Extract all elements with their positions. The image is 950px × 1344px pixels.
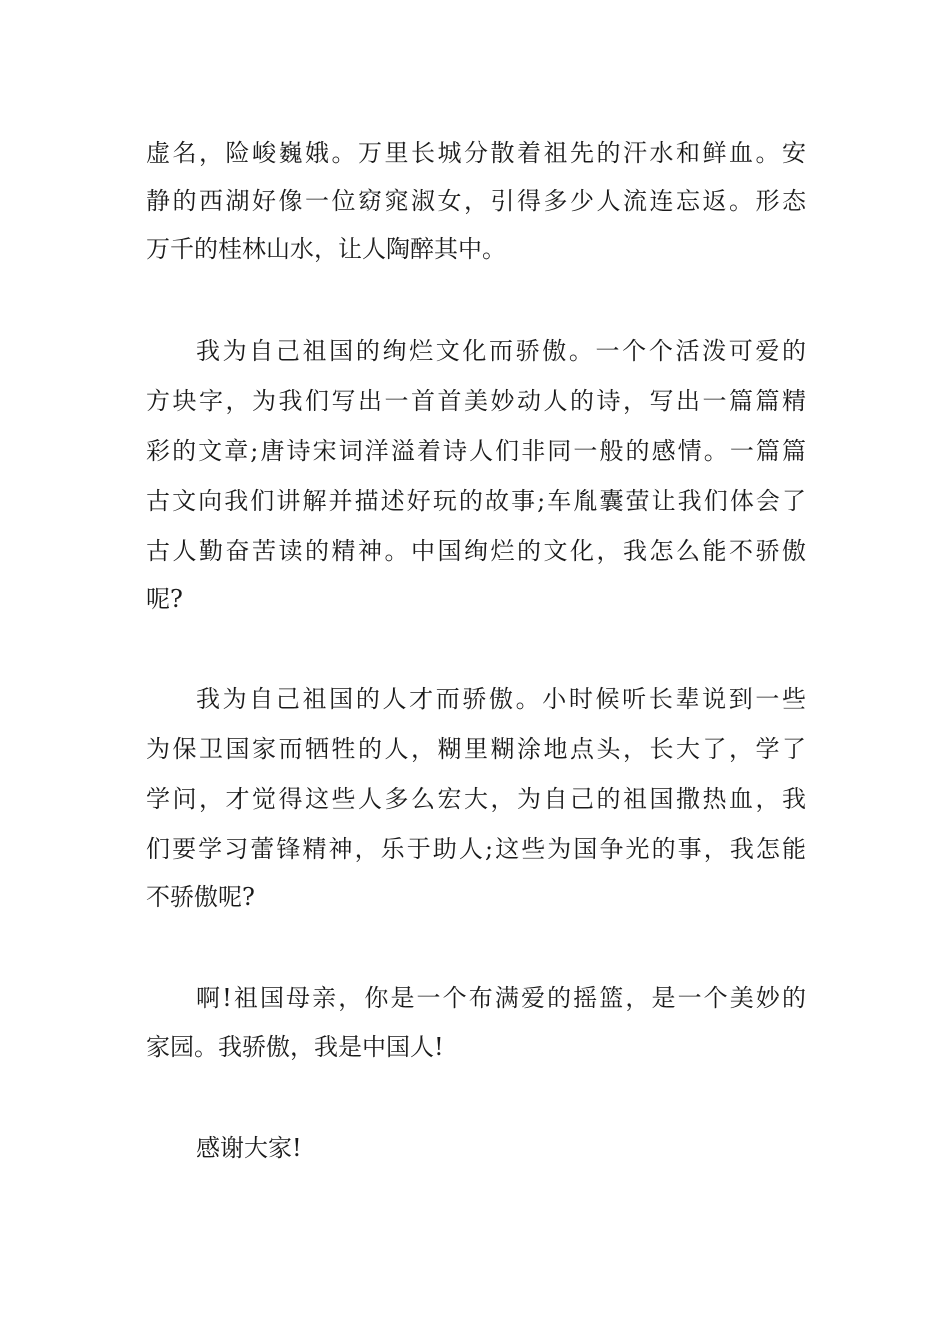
text-line: 静的西湖好像一位窈窕淑女，引得多少人流连忘返。形态 [146, 187, 806, 215]
text-line: 啊!祖国母亲，你是一个布满爱的摇篮，是一个美妙的 [196, 984, 806, 1012]
text-line: 古人勤奋苦读的精神。中国绚烂的文化，我怎么能不骄傲 [146, 537, 806, 565]
text-line: 我为自己祖国的绚烂文化而骄傲。一个个活泼可爱的 [196, 337, 806, 365]
text-line: 彩的文章;唐诗宋词洋溢着诗人们非同一般的感情。一篇篇 [146, 437, 806, 465]
text-line: 家园。我骄傲，我是中国人! [146, 1033, 444, 1061]
text-line: 们要学习蕾锋精神，乐于助人;这些为国争光的事，我怎能 [146, 835, 806, 863]
text-line: 我为自己祖国的人才而骄傲。小时候听长辈说到一些 [196, 685, 806, 713]
text-line: 万千的桂林山水，让人陶醉其中。 [146, 235, 506, 263]
text-line: 虚名，险峻巍娥。万里长城分散着祖先的汗水和鲜血。安 [146, 139, 806, 167]
text-line: 为保卫国家而牺牲的人，糊里糊涂地点头，长大了，学了 [146, 735, 806, 763]
text-line: 古文向我们讲解并描述好玩的故事;车胤囊萤让我们体会了 [146, 487, 806, 515]
text-line: 学问，才觉得这些人多么宏大，为自己的祖国撒热血，我 [146, 785, 806, 813]
text-line: 方块字，为我们写出一首首美妙动人的诗，写出一篇篇精 [146, 387, 806, 415]
text-line: 不骄傲呢? [146, 883, 255, 911]
closing-line: 感谢大家! [196, 1134, 302, 1162]
text-line: 呢? [146, 585, 183, 613]
